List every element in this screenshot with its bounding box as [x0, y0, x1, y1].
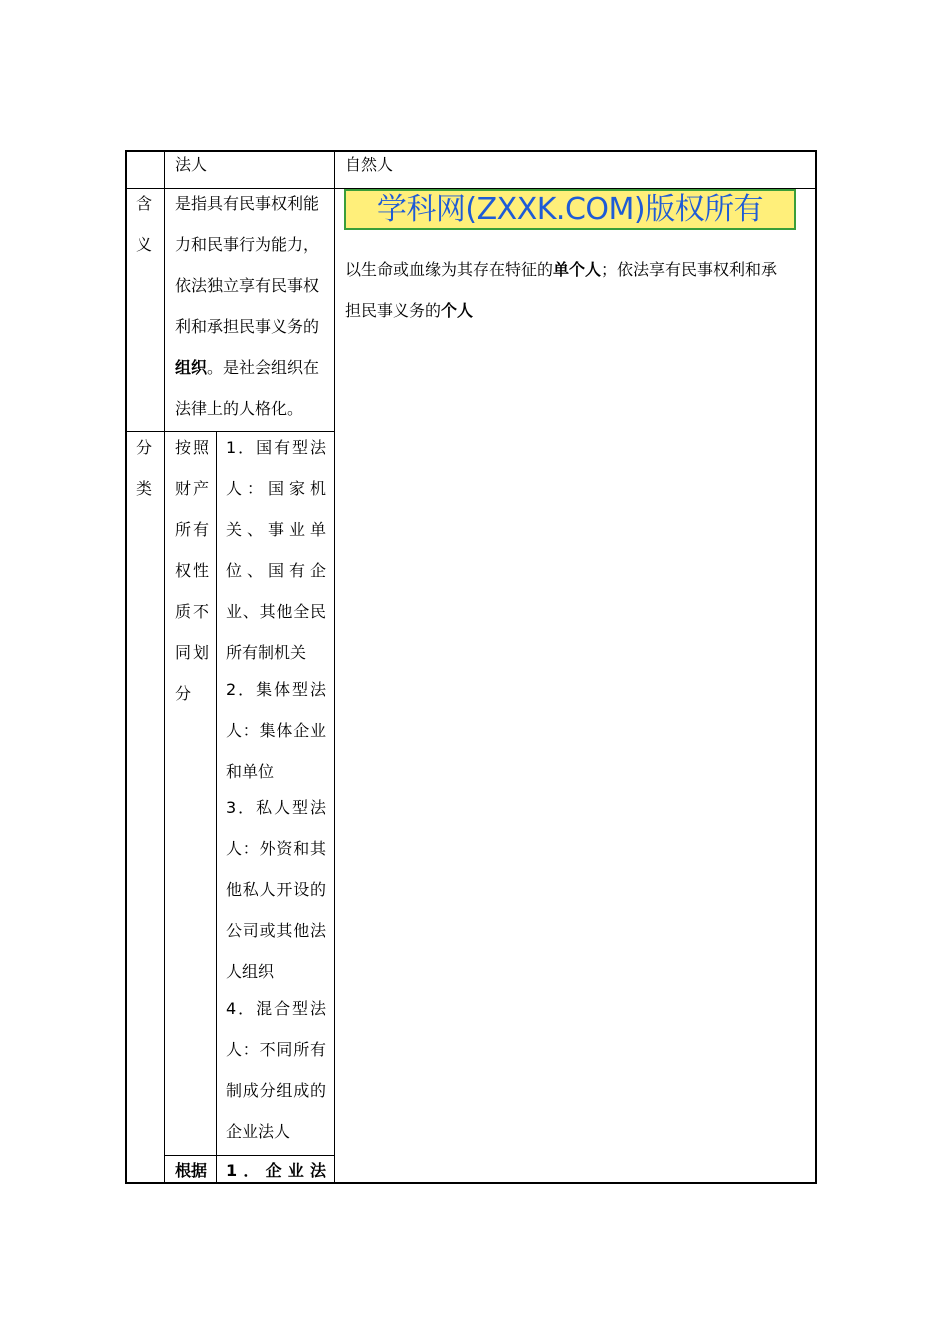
table-left-border	[125, 150, 127, 1184]
subcol-divider	[216, 431, 217, 1184]
classification-basis-2-label: 根据	[175, 1161, 208, 1180]
type-mixed: 4．混合型法 人：不同所有 制成分组成的 企业法人	[226, 999, 326, 1141]
type-private: 3．私人型法 人：外资和其 他私人开设的 公司或其他法 人组织	[226, 798, 326, 981]
type-state-owned: 1．国有型法 人：国家机 关、事业单 位、国有企 业、其他全民 所有制机关	[226, 438, 326, 662]
ziranren-bold-term-2: 个人	[441, 301, 474, 320]
faren-definition: 是指具有民事权利能 力和民事行为能力， 依法独立享有民事权 利和承担民事义务的 组织。是社会组织在 法律上的人格化。	[175, 194, 320, 418]
meaning-row-label: 含 义	[136, 194, 153, 254]
watermark-banner: 学科网(ZXXK.COM)版权所有	[344, 189, 796, 230]
ziranren-bold-term-1: 单个人	[553, 260, 602, 279]
header-faren: 法人	[175, 155, 208, 174]
col-label-divider	[164, 150, 165, 1184]
header-ziranren: 自然人	[345, 155, 394, 174]
table-right-border	[815, 150, 817, 1184]
classification-row-label: 分 类	[136, 438, 153, 498]
ziranren-definition: 以生命或血缘为其存在特征的单个人；依法享有民事权利和承 担民事义务的个人	[345, 260, 778, 320]
col-main-divider	[334, 150, 335, 1184]
faren-bold-term: 组织	[175, 358, 208, 377]
classification-basis-property: 按照 财产 所有 权性 质不 同划 分	[175, 438, 209, 703]
type-collective: 2．集体型法 人：集体企业 和单位	[226, 680, 326, 781]
table-top-border	[125, 150, 817, 152]
classification-basis-2-value: 1．企业法	[226, 1161, 326, 1180]
